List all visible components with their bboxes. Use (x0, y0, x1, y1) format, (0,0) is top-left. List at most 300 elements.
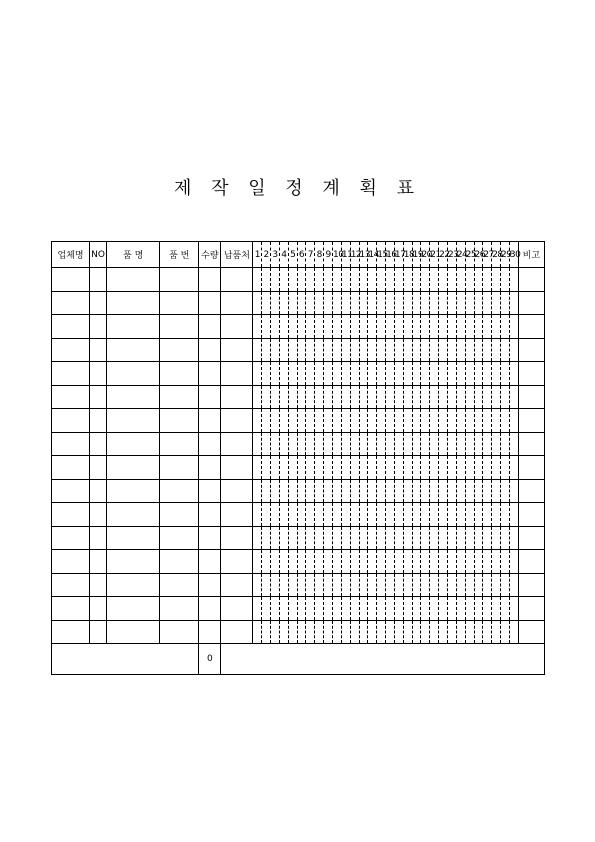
day-cell[interactable] (447, 362, 456, 386)
item-name-cell[interactable] (107, 338, 160, 362)
item-no-cell[interactable] (160, 362, 199, 386)
company-cell[interactable] (52, 432, 90, 456)
day-cell[interactable] (324, 315, 333, 339)
day-cell[interactable] (474, 409, 483, 433)
day-cell[interactable] (403, 503, 412, 527)
day-cell[interactable] (306, 550, 315, 574)
day-cell[interactable] (474, 456, 483, 480)
day-cell[interactable] (262, 362, 271, 386)
day-cell[interactable] (368, 268, 377, 292)
day-cell[interactable] (324, 409, 333, 433)
day-cell[interactable] (288, 620, 297, 644)
day-cell[interactable] (333, 409, 342, 433)
day-cell[interactable] (386, 597, 395, 621)
day-cell[interactable] (501, 597, 510, 621)
day-cell[interactable] (492, 550, 501, 574)
day-cell[interactable] (501, 550, 510, 574)
day-cell[interactable] (439, 479, 448, 503)
day-cell[interactable] (297, 620, 306, 644)
day-cell[interactable] (474, 338, 483, 362)
day-cell[interactable] (333, 456, 342, 480)
day-cell[interactable] (421, 385, 430, 409)
day-cell[interactable] (297, 597, 306, 621)
day-cell[interactable] (492, 620, 501, 644)
no-cell[interactable] (90, 526, 107, 550)
day-cell[interactable] (509, 409, 518, 433)
remarks-cell[interactable] (518, 479, 544, 503)
day-cell[interactable] (288, 291, 297, 315)
day-cell[interactable] (447, 385, 456, 409)
day-cell[interactable] (394, 385, 403, 409)
day-cell[interactable] (341, 573, 350, 597)
qty-cell[interactable] (199, 573, 221, 597)
day-cell[interactable] (403, 479, 412, 503)
day-cell[interactable] (474, 550, 483, 574)
day-cell[interactable] (465, 315, 474, 339)
day-cell[interactable] (377, 526, 386, 550)
remarks-cell[interactable] (518, 456, 544, 480)
day-cell[interactable] (474, 432, 483, 456)
day-cell[interactable] (350, 479, 359, 503)
day-cell[interactable] (279, 291, 288, 315)
day-cell[interactable] (430, 456, 439, 480)
day-cell[interactable] (447, 338, 456, 362)
remarks-cell[interactable] (518, 597, 544, 621)
day-cell[interactable] (430, 503, 439, 527)
day-cell[interactable] (430, 479, 439, 503)
day-cell[interactable] (501, 456, 510, 480)
day-cell[interactable] (341, 338, 350, 362)
qty-cell[interactable] (199, 362, 221, 386)
day-cell[interactable] (456, 456, 465, 480)
day-cell[interactable] (421, 456, 430, 480)
item-name-cell[interactable] (107, 362, 160, 386)
day-cell[interactable] (421, 526, 430, 550)
day-cell[interactable] (262, 456, 271, 480)
day-cell[interactable] (297, 456, 306, 480)
day-cell[interactable] (359, 338, 368, 362)
day-cell[interactable] (465, 573, 474, 597)
remarks-cell[interactable] (518, 338, 544, 362)
day-cell[interactable] (430, 268, 439, 292)
item-no-cell[interactable] (160, 385, 199, 409)
day-cell[interactable] (279, 362, 288, 386)
day-cell[interactable] (386, 409, 395, 433)
day-cell[interactable] (394, 432, 403, 456)
day-cell[interactable] (324, 503, 333, 527)
day-cell[interactable] (341, 456, 350, 480)
no-cell[interactable] (90, 315, 107, 339)
day-cell[interactable] (377, 479, 386, 503)
day-cell[interactable] (377, 268, 386, 292)
delivery-cell[interactable] (221, 550, 253, 574)
day-cell[interactable] (412, 291, 421, 315)
day-cell[interactable] (350, 432, 359, 456)
item-name-cell[interactable] (107, 573, 160, 597)
day-cell[interactable] (341, 479, 350, 503)
day-cell[interactable] (306, 385, 315, 409)
day-cell[interactable] (412, 550, 421, 574)
day-cell[interactable] (509, 268, 518, 292)
day-cell[interactable] (386, 385, 395, 409)
day-cell[interactable] (350, 456, 359, 480)
day-cell[interactable] (359, 385, 368, 409)
day-cell[interactable] (271, 291, 280, 315)
day-cell[interactable] (288, 268, 297, 292)
day-cell[interactable] (439, 362, 448, 386)
remarks-cell[interactable] (518, 432, 544, 456)
day-cell[interactable] (465, 362, 474, 386)
remarks-cell[interactable] (518, 291, 544, 315)
delivery-cell[interactable] (221, 409, 253, 433)
day-cell[interactable] (483, 385, 492, 409)
day-cell[interactable] (447, 573, 456, 597)
no-cell[interactable] (90, 385, 107, 409)
company-cell[interactable] (52, 479, 90, 503)
day-cell[interactable] (271, 479, 280, 503)
day-cell[interactable] (377, 573, 386, 597)
qty-cell[interactable] (199, 526, 221, 550)
day-cell[interactable] (253, 526, 262, 550)
day-cell[interactable] (492, 385, 501, 409)
day-cell[interactable] (315, 503, 324, 527)
day-cell[interactable] (350, 385, 359, 409)
day-cell[interactable] (421, 315, 430, 339)
day-cell[interactable] (306, 526, 315, 550)
day-cell[interactable] (368, 409, 377, 433)
day-cell[interactable] (306, 291, 315, 315)
company-cell[interactable] (52, 409, 90, 433)
day-cell[interactable] (368, 550, 377, 574)
day-cell[interactable] (341, 526, 350, 550)
day-cell[interactable] (447, 550, 456, 574)
day-cell[interactable] (288, 550, 297, 574)
item-no-cell[interactable] (160, 291, 199, 315)
day-cell[interactable] (324, 573, 333, 597)
day-cell[interactable] (297, 432, 306, 456)
day-cell[interactable] (315, 456, 324, 480)
day-cell[interactable] (368, 479, 377, 503)
day-cell[interactable] (412, 362, 421, 386)
day-cell[interactable] (377, 362, 386, 386)
day-cell[interactable] (412, 526, 421, 550)
day-cell[interactable] (474, 362, 483, 386)
day-cell[interactable] (315, 291, 324, 315)
no-cell[interactable] (90, 268, 107, 292)
day-cell[interactable] (501, 268, 510, 292)
day-cell[interactable] (341, 385, 350, 409)
day-cell[interactable] (421, 573, 430, 597)
day-cell[interactable] (288, 409, 297, 433)
day-cell[interactable] (306, 597, 315, 621)
day-cell[interactable] (386, 503, 395, 527)
day-cell[interactable] (262, 315, 271, 339)
day-cell[interactable] (377, 291, 386, 315)
day-cell[interactable] (279, 479, 288, 503)
remarks-cell[interactable] (518, 503, 544, 527)
day-cell[interactable] (403, 526, 412, 550)
day-cell[interactable] (306, 503, 315, 527)
day-cell[interactable] (279, 409, 288, 433)
item-name-cell[interactable] (107, 291, 160, 315)
company-cell[interactable] (52, 315, 90, 339)
day-cell[interactable] (456, 597, 465, 621)
day-cell[interactable] (492, 338, 501, 362)
day-cell[interactable] (439, 338, 448, 362)
day-cell[interactable] (403, 315, 412, 339)
day-cell[interactable] (271, 315, 280, 339)
day-cell[interactable] (315, 526, 324, 550)
day-cell[interactable] (474, 526, 483, 550)
day-cell[interactable] (394, 550, 403, 574)
day-cell[interactable] (483, 409, 492, 433)
day-cell[interactable] (492, 503, 501, 527)
delivery-cell[interactable] (221, 597, 253, 621)
day-cell[interactable] (306, 268, 315, 292)
day-cell[interactable] (430, 315, 439, 339)
day-cell[interactable] (288, 315, 297, 339)
day-cell[interactable] (456, 620, 465, 644)
no-cell[interactable] (90, 456, 107, 480)
day-cell[interactable] (253, 503, 262, 527)
day-cell[interactable] (333, 385, 342, 409)
day-cell[interactable] (262, 503, 271, 527)
day-cell[interactable] (421, 550, 430, 574)
day-cell[interactable] (439, 409, 448, 433)
day-cell[interactable] (297, 479, 306, 503)
day-cell[interactable] (262, 432, 271, 456)
day-cell[interactable] (324, 550, 333, 574)
day-cell[interactable] (447, 503, 456, 527)
day-cell[interactable] (430, 409, 439, 433)
day-cell[interactable] (430, 573, 439, 597)
item-name-cell[interactable] (107, 456, 160, 480)
day-cell[interactable] (333, 573, 342, 597)
company-cell[interactable] (52, 456, 90, 480)
day-cell[interactable] (324, 338, 333, 362)
day-cell[interactable] (456, 573, 465, 597)
day-cell[interactable] (403, 409, 412, 433)
item-no-cell[interactable] (160, 456, 199, 480)
day-cell[interactable] (394, 362, 403, 386)
day-cell[interactable] (421, 409, 430, 433)
day-cell[interactable] (386, 315, 395, 339)
day-cell[interactable] (377, 409, 386, 433)
item-no-cell[interactable] (160, 315, 199, 339)
day-cell[interactable] (306, 338, 315, 362)
day-cell[interactable] (297, 526, 306, 550)
day-cell[interactable] (359, 409, 368, 433)
day-cell[interactable] (306, 409, 315, 433)
day-cell[interactable] (509, 338, 518, 362)
day-cell[interactable] (279, 456, 288, 480)
day-cell[interactable] (288, 597, 297, 621)
day-cell[interactable] (509, 432, 518, 456)
day-cell[interactable] (447, 456, 456, 480)
day-cell[interactable] (483, 456, 492, 480)
day-cell[interactable] (509, 597, 518, 621)
day-cell[interactable] (279, 597, 288, 621)
day-cell[interactable] (341, 409, 350, 433)
day-cell[interactable] (492, 291, 501, 315)
day-cell[interactable] (430, 550, 439, 574)
day-cell[interactable] (501, 432, 510, 456)
day-cell[interactable] (315, 573, 324, 597)
day-cell[interactable] (465, 479, 474, 503)
item-no-cell[interactable] (160, 479, 199, 503)
day-cell[interactable] (403, 385, 412, 409)
day-cell[interactable] (288, 338, 297, 362)
item-no-cell[interactable] (160, 338, 199, 362)
day-cell[interactable] (341, 362, 350, 386)
day-cell[interactable] (421, 291, 430, 315)
day-cell[interactable] (324, 362, 333, 386)
no-cell[interactable] (90, 550, 107, 574)
day-cell[interactable] (509, 479, 518, 503)
day-cell[interactable] (297, 503, 306, 527)
qty-cell[interactable] (199, 456, 221, 480)
day-cell[interactable] (421, 479, 430, 503)
day-cell[interactable] (483, 597, 492, 621)
item-no-cell[interactable] (160, 409, 199, 433)
day-cell[interactable] (279, 432, 288, 456)
no-cell[interactable] (90, 338, 107, 362)
day-cell[interactable] (333, 338, 342, 362)
item-no-cell[interactable] (160, 268, 199, 292)
delivery-cell[interactable] (221, 291, 253, 315)
qty-cell[interactable] (199, 385, 221, 409)
item-name-cell[interactable] (107, 479, 160, 503)
day-cell[interactable] (456, 362, 465, 386)
day-cell[interactable] (456, 409, 465, 433)
day-cell[interactable] (439, 550, 448, 574)
day-cell[interactable] (297, 385, 306, 409)
day-cell[interactable] (253, 291, 262, 315)
day-cell[interactable] (509, 526, 518, 550)
delivery-cell[interactable] (221, 573, 253, 597)
day-cell[interactable] (341, 597, 350, 621)
day-cell[interactable] (253, 620, 262, 644)
delivery-cell[interactable] (221, 526, 253, 550)
day-cell[interactable] (288, 503, 297, 527)
day-cell[interactable] (386, 573, 395, 597)
delivery-cell[interactable] (221, 362, 253, 386)
day-cell[interactable] (412, 573, 421, 597)
day-cell[interactable] (306, 432, 315, 456)
day-cell[interactable] (271, 573, 280, 597)
day-cell[interactable] (394, 573, 403, 597)
delivery-cell[interactable] (221, 503, 253, 527)
remarks-cell[interactable] (518, 409, 544, 433)
day-cell[interactable] (324, 456, 333, 480)
day-cell[interactable] (288, 432, 297, 456)
day-cell[interactable] (262, 479, 271, 503)
no-cell[interactable] (90, 291, 107, 315)
day-cell[interactable] (386, 338, 395, 362)
day-cell[interactable] (501, 620, 510, 644)
remarks-cell[interactable] (518, 385, 544, 409)
day-cell[interactable] (253, 432, 262, 456)
day-cell[interactable] (394, 526, 403, 550)
day-cell[interactable] (465, 526, 474, 550)
company-cell[interactable] (52, 620, 90, 644)
day-cell[interactable] (271, 362, 280, 386)
day-cell[interactable] (359, 479, 368, 503)
day-cell[interactable] (447, 315, 456, 339)
day-cell[interactable] (465, 456, 474, 480)
day-cell[interactable] (421, 503, 430, 527)
day-cell[interactable] (456, 432, 465, 456)
day-cell[interactable] (403, 338, 412, 362)
qty-cell[interactable] (199, 409, 221, 433)
day-cell[interactable] (456, 550, 465, 574)
day-cell[interactable] (297, 409, 306, 433)
item-name-cell[interactable] (107, 315, 160, 339)
qty-cell[interactable] (199, 315, 221, 339)
no-cell[interactable] (90, 409, 107, 433)
day-cell[interactable] (271, 409, 280, 433)
day-cell[interactable] (279, 338, 288, 362)
day-cell[interactable] (341, 620, 350, 644)
day-cell[interactable] (501, 291, 510, 315)
day-cell[interactable] (306, 479, 315, 503)
day-cell[interactable] (412, 315, 421, 339)
day-cell[interactable] (359, 620, 368, 644)
company-cell[interactable] (52, 362, 90, 386)
day-cell[interactable] (297, 268, 306, 292)
day-cell[interactable] (483, 338, 492, 362)
day-cell[interactable] (492, 479, 501, 503)
day-cell[interactable] (439, 620, 448, 644)
day-cell[interactable] (279, 385, 288, 409)
day-cell[interactable] (492, 409, 501, 433)
day-cell[interactable] (483, 503, 492, 527)
day-cell[interactable] (439, 503, 448, 527)
day-cell[interactable] (483, 479, 492, 503)
day-cell[interactable] (465, 620, 474, 644)
day-cell[interactable] (253, 456, 262, 480)
day-cell[interactable] (439, 385, 448, 409)
day-cell[interactable] (403, 456, 412, 480)
day-cell[interactable] (315, 550, 324, 574)
day-cell[interactable] (456, 385, 465, 409)
day-cell[interactable] (447, 409, 456, 433)
day-cell[interactable] (333, 620, 342, 644)
day-cell[interactable] (271, 338, 280, 362)
day-cell[interactable] (492, 456, 501, 480)
day-cell[interactable] (271, 526, 280, 550)
day-cell[interactable] (386, 362, 395, 386)
day-cell[interactable] (368, 385, 377, 409)
day-cell[interactable] (368, 362, 377, 386)
day-cell[interactable] (412, 385, 421, 409)
company-cell[interactable] (52, 338, 90, 362)
remarks-cell[interactable] (518, 526, 544, 550)
day-cell[interactable] (377, 338, 386, 362)
day-cell[interactable] (394, 409, 403, 433)
no-cell[interactable] (90, 479, 107, 503)
qty-cell[interactable] (199, 338, 221, 362)
day-cell[interactable] (324, 597, 333, 621)
day-cell[interactable] (501, 409, 510, 433)
day-cell[interactable] (412, 620, 421, 644)
day-cell[interactable] (297, 550, 306, 574)
item-no-cell[interactable] (160, 573, 199, 597)
day-cell[interactable] (262, 620, 271, 644)
day-cell[interactable] (430, 385, 439, 409)
day-cell[interactable] (447, 432, 456, 456)
day-cell[interactable] (501, 315, 510, 339)
